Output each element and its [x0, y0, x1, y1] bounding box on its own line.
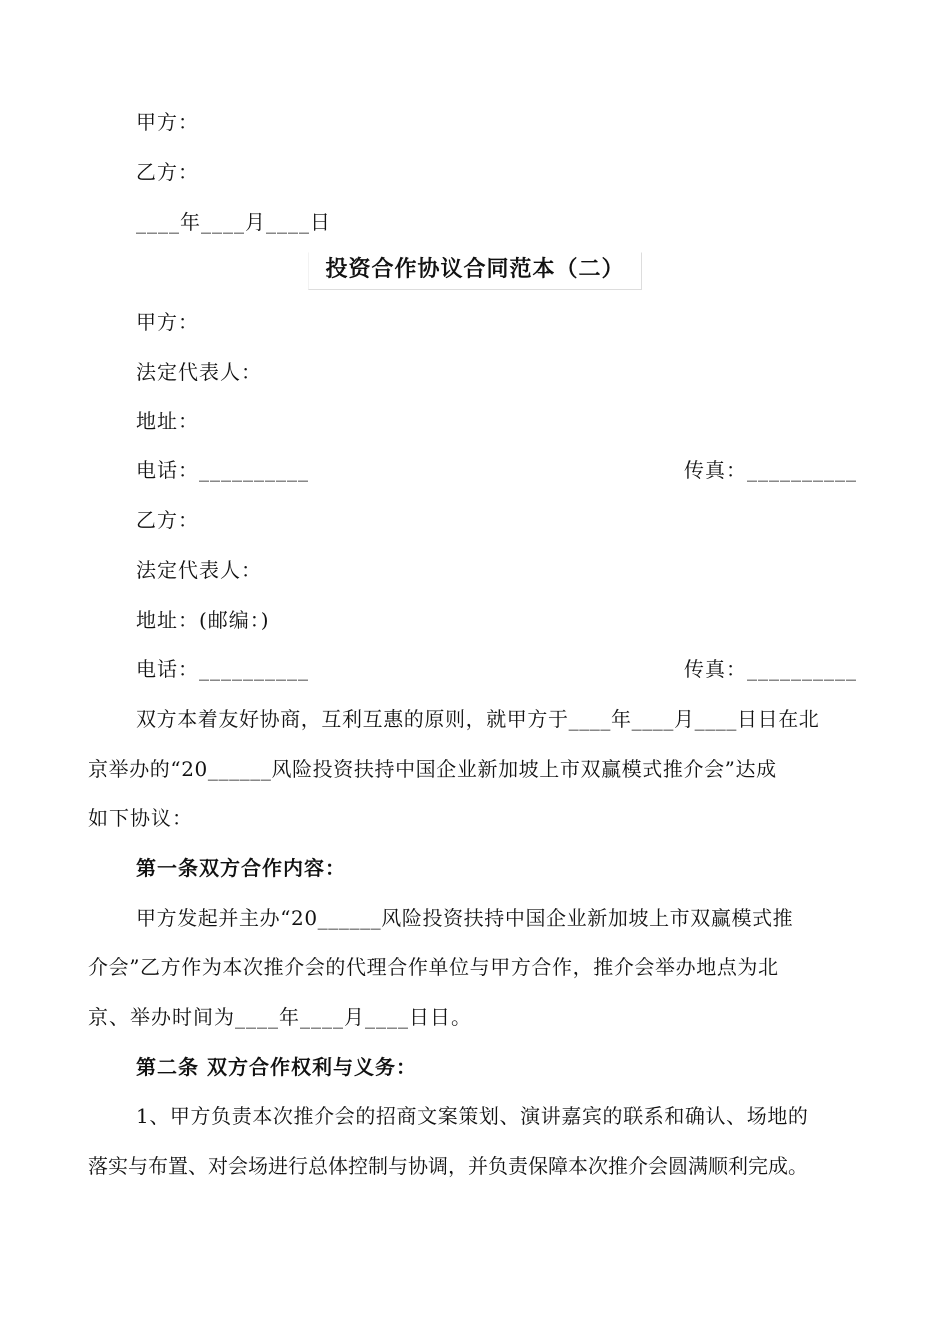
- document-title: 投资合作协议合同范本（二）: [308, 252, 642, 290]
- article-2-heading: 第二条 双方合作权利与义务：: [136, 1055, 417, 1079]
- party-a-rep: 法定代表人：: [136, 360, 262, 384]
- intro-line-3: 如下协议：: [88, 806, 193, 830]
- party-b-rep: 法定代表人：: [136, 558, 262, 582]
- party-b-address: 地址：(邮编：): [136, 608, 270, 632]
- top-date-line: ____年____月____日: [136, 210, 331, 234]
- article-2-item-1-line-2: 落实与布置、对会场进行总体控制与协调，并负责保障本次推介会圆满顺利完成。: [88, 1154, 808, 1178]
- article-2-item-1-line-1: 1、甲方负责本次推介会的招商文案策划、演讲嘉宾的联系和确认、场地的: [136, 1104, 809, 1128]
- top-party-b: 乙方：: [136, 160, 199, 184]
- party-a-phone: 电话：__________: [136, 458, 309, 482]
- article-1-line-2: 介会”乙方作为本次推介会的代理合作单位与甲方合作，推介会举办地点为北: [88, 955, 779, 979]
- party-a-fax: 传真：__________: [684, 458, 857, 482]
- party-b-label: 乙方：: [136, 508, 199, 532]
- intro-line-1: 双方本着友好协商，互利互惠的原则，就甲方于____年____月____日日在北: [136, 707, 820, 731]
- article-1-line-3: 京、举办时间为____年____月____日日。: [88, 1005, 472, 1029]
- party-a-address: 地址：: [136, 409, 199, 433]
- party-b-fax: 传真：__________: [684, 657, 857, 681]
- article-1-line-1: 甲方发起并主办“20______风险投资扶持中国企业新加坡上市双赢模式推: [136, 906, 794, 930]
- party-b-phone: 电话：__________: [136, 657, 309, 681]
- top-party-a: 甲方：: [136, 110, 199, 134]
- party-a-label: 甲方：: [136, 310, 199, 334]
- intro-line-2: 京举办的“20______风险投资扶持中国企业新加坡上市双赢模式推介会”达成: [88, 757, 777, 781]
- article-1-heading: 第一条双方合作内容：: [136, 856, 346, 880]
